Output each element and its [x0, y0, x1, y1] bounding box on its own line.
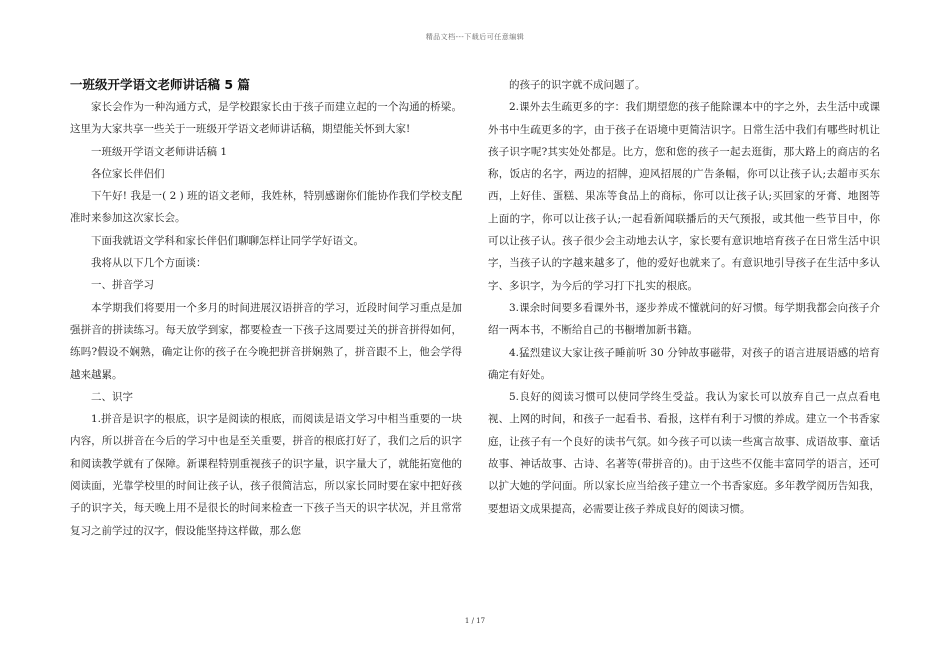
paragraph-aspects: 我将从以下几个方面谈： [91, 257, 207, 270]
section-heading-literacy: 二、识字 [91, 390, 133, 403]
right-column [488, 74, 880, 520]
section-heading-pinyin: 一、拼音学习 [91, 279, 154, 292]
paragraph-greeting: 各位家长伴侣们 [91, 167, 165, 180]
page-header-note: 精品文档---下载后可任意编辑 [425, 33, 525, 41]
paragraph-topic: 下面我就语文学科和家长伴侣们聊聊怎样让同学学好语文。 [91, 234, 364, 247]
paragraph-literacy-1: 1.拼音是识字的根底，识字是阅读的根底，而阅读是语文学习中相当重要的一块内容，所以拼音在今后的学习中也是至关重要，拼音的根底打好了，我们之后的识字和阅读教学就有了保障。新课程特别重视孩子的识字量，识字量大了，就能拓宽他的阅读面，光靠学校里的时间让孩子认，孩子很简洁忘，所以家长同时要在家中把好孩子的识字关，每天晚上用不是很长的时间来检查一下孩子当天的识字状况，并且常常复习之前学过的汉字，假设能坚持这样做，那么您 [70, 413, 462, 537]
document-title: 一班级开学语文老师讲话稿 5 篇 [70, 77, 250, 92]
paragraph-literacy-3: 3.课余时间要多看课外书，逐步养成不懂就问的好习惯。每学期我都会向孩子介绍一两本书，不断给自己的书橱增加新书籍。 [488, 301, 880, 337]
paragraph-literacy-2: 2.课外去生疏更多的字：我们期望您的孩子能除课本中的字之外，去生活中或课外书中生疏更多的字，由于孩子在语境中更简洁识字。日常生活中我们有哪些时机让孩子识字呢?其实处处都是。比方，您和您的孩子一起去逛街，那大路上的商店的名称，饭店的名字，两边的招牌，迎风招展的广告条幅，你可以让孩子认;去超市买东西，上好佳、蛋糕、果冻等食品上的商标，你可以让孩子认;买回家的牙膏、地图等上面的字，你可以让孩子认;一起看新闻联播后的天气预报，或其他一些节目中，你可以让孩子认。孩子很少会主动地去认字，家长要有意识地培育孩子在日常生活中识字，当孩子认的字越来越多了，他的爱好也就来了。有意识地引导孩子在生活中多认字、多识字，为今后的学习打下扎实的根底。 [488, 101, 880, 292]
paragraph-self-intro: 下午好! 我是一( 2 ) 班的语文老师，我姓林，特别感谢你们能协作我们学校支配准时来参加这次家长会。 [70, 190, 462, 225]
paragraph-speech-heading: 一班级开学语文老师讲话稿 1 [91, 145, 228, 158]
paragraph-intro: 家长会作为一种沟通方式，是学校跟家长由于孩子而建立起的一个沟通的桥梁。这里为大家共享一些关于一班级开学语文老师讲话稿，期望能关怀到大家! [70, 101, 462, 136]
paragraph-continuation: 的孩子的识字就不成问题了。 [509, 79, 646, 91]
left-column [70, 74, 462, 542]
page-number: 1 / 17 [464, 617, 486, 625]
paragraph-literacy-4: 4.猛烈建议大家让孩子睡前听 30 分钟故事磁带，对孩子的语言进展语感的培育确定有好处。 [488, 346, 880, 381]
paragraph-literacy-5: 5.良好的阅读习惯可以使同学终生受益。我认为家长可以放弃自己一点点看电视、上网的时间，和孩子一起看书、看报，这样有利于习惯的养成。建立一个书香家庭，让孩子有一个良好的读书气氛。如今孩子可以读一些寓言故事、成语故事、童话故事、神话故事、古诗、名著等(带拼音的)。由于这些不仅能丰富同学的语言，还可以扩大她的学问面。所以家长应当给孩子建立一个书香家庭。多年教学阅历告知我，要想语文成果提高，必需要让孩子养成良好的阅读习惯。 [488, 391, 880, 515]
paragraph-pinyin: 本学期我们将要用一个多月的时间进展汉语拼音的学习，近段时间学习重点是加强拼音的拼读练习。每天放学到家，都要检查一下孩子这周要过关的拼音拼得如何，练吗?假设不娴熟，确定让你的孩子在今晚把拼音拼娴熟了，拼音跟不上，他会学得越来越累。 [70, 301, 462, 381]
